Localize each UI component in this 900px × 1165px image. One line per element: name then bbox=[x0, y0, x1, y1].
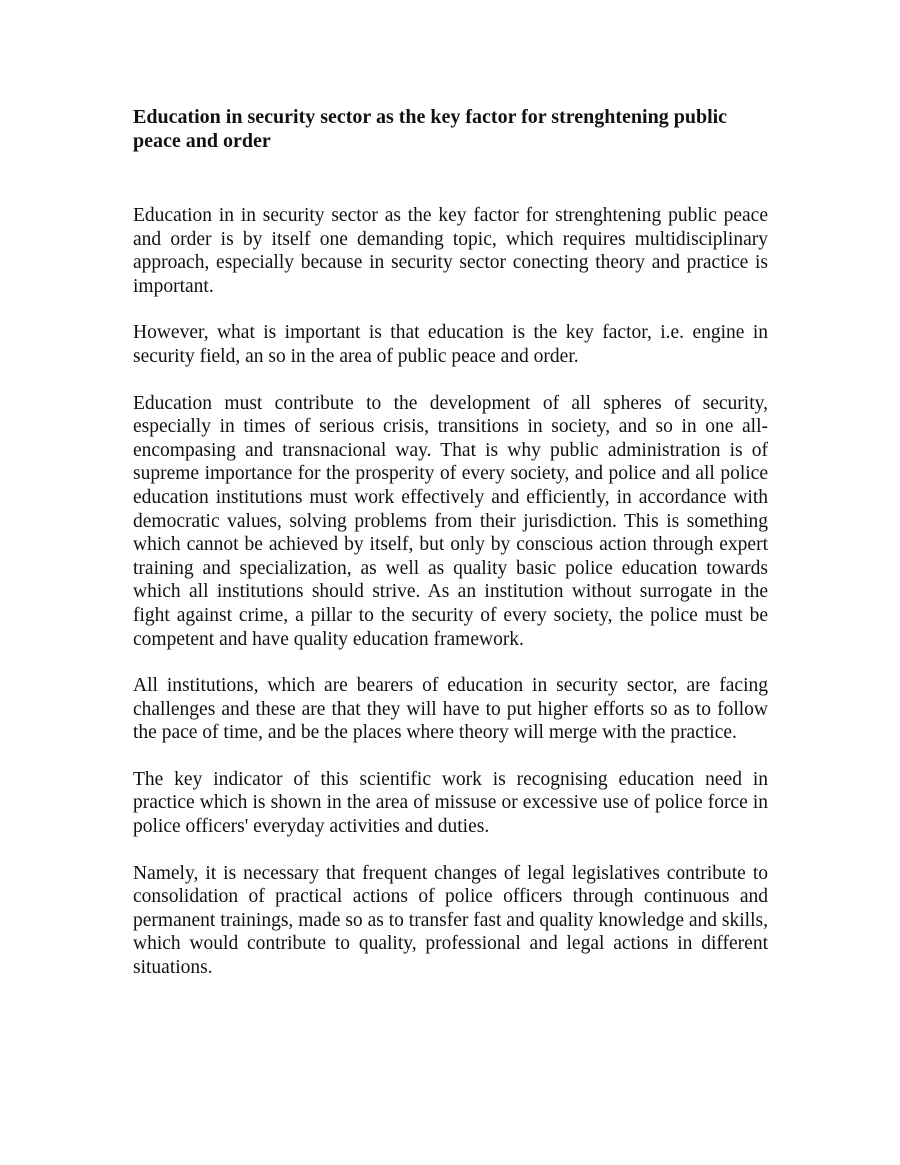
document-title: Education in security sector as the key factor for strenghtening public peace and order bbox=[133, 106, 728, 152]
paragraph-intro: Education in in security sector as the key factor for strenghtening public peace and order is by itself one demanding topic, which requires multidisciplinary approach, especially because in security sector conecting theory and practice is important. bbox=[133, 205, 768, 297]
paragraph-legislatives: Namely, it is necessary that frequent changes of legal legislatives contribute to consolidation of practical actions of police officers through continuous and permanent trainings, made so as to transfer fast and quality knowledge and skills, which would contribute to quality, professional and legal actions in different situations. bbox=[133, 862, 768, 979]
paragraph-key-factor: However, what is important is that education is the key factor, i.e. engine in security field, an so in the area of public peace and order. bbox=[133, 322, 768, 367]
paragraph-key-indicator: The key indicator of this scientific work is recognising education need in practice which is shown in the area of missuse or excessive use of police force in police officers' everyday activities and duties. bbox=[133, 768, 768, 838]
paragraph-contribution: Education must contribute to the development of all spheres of security, especially in times of serious crisis, transitions in society, and so in one all-encompasing and transnacional way. That is why public administration is of supreme importance for the prosperity of every society, and police and all police education institutions must work effectively and efficiently, in accordance with democratic values, solving problems from their jurisdiction. This is something which cannot be achieved by itself, but only by conscious action through expert training and specialization, as well as quality basic police education towards which all institutions should strive. As an institution without surrogate in the fight against crime, a pillar to the security of every society, the police must be competent and have quality education framework. bbox=[133, 392, 768, 650]
paragraph-institutions: All institutions, which are bearers of education in security sector, are facing challenges and these are that they will have to put higher efforts so as to follow the pace of time, and be the places where theory will merge with the practice. bbox=[133, 675, 768, 744]
document-body bbox=[133, 105, 768, 1003]
